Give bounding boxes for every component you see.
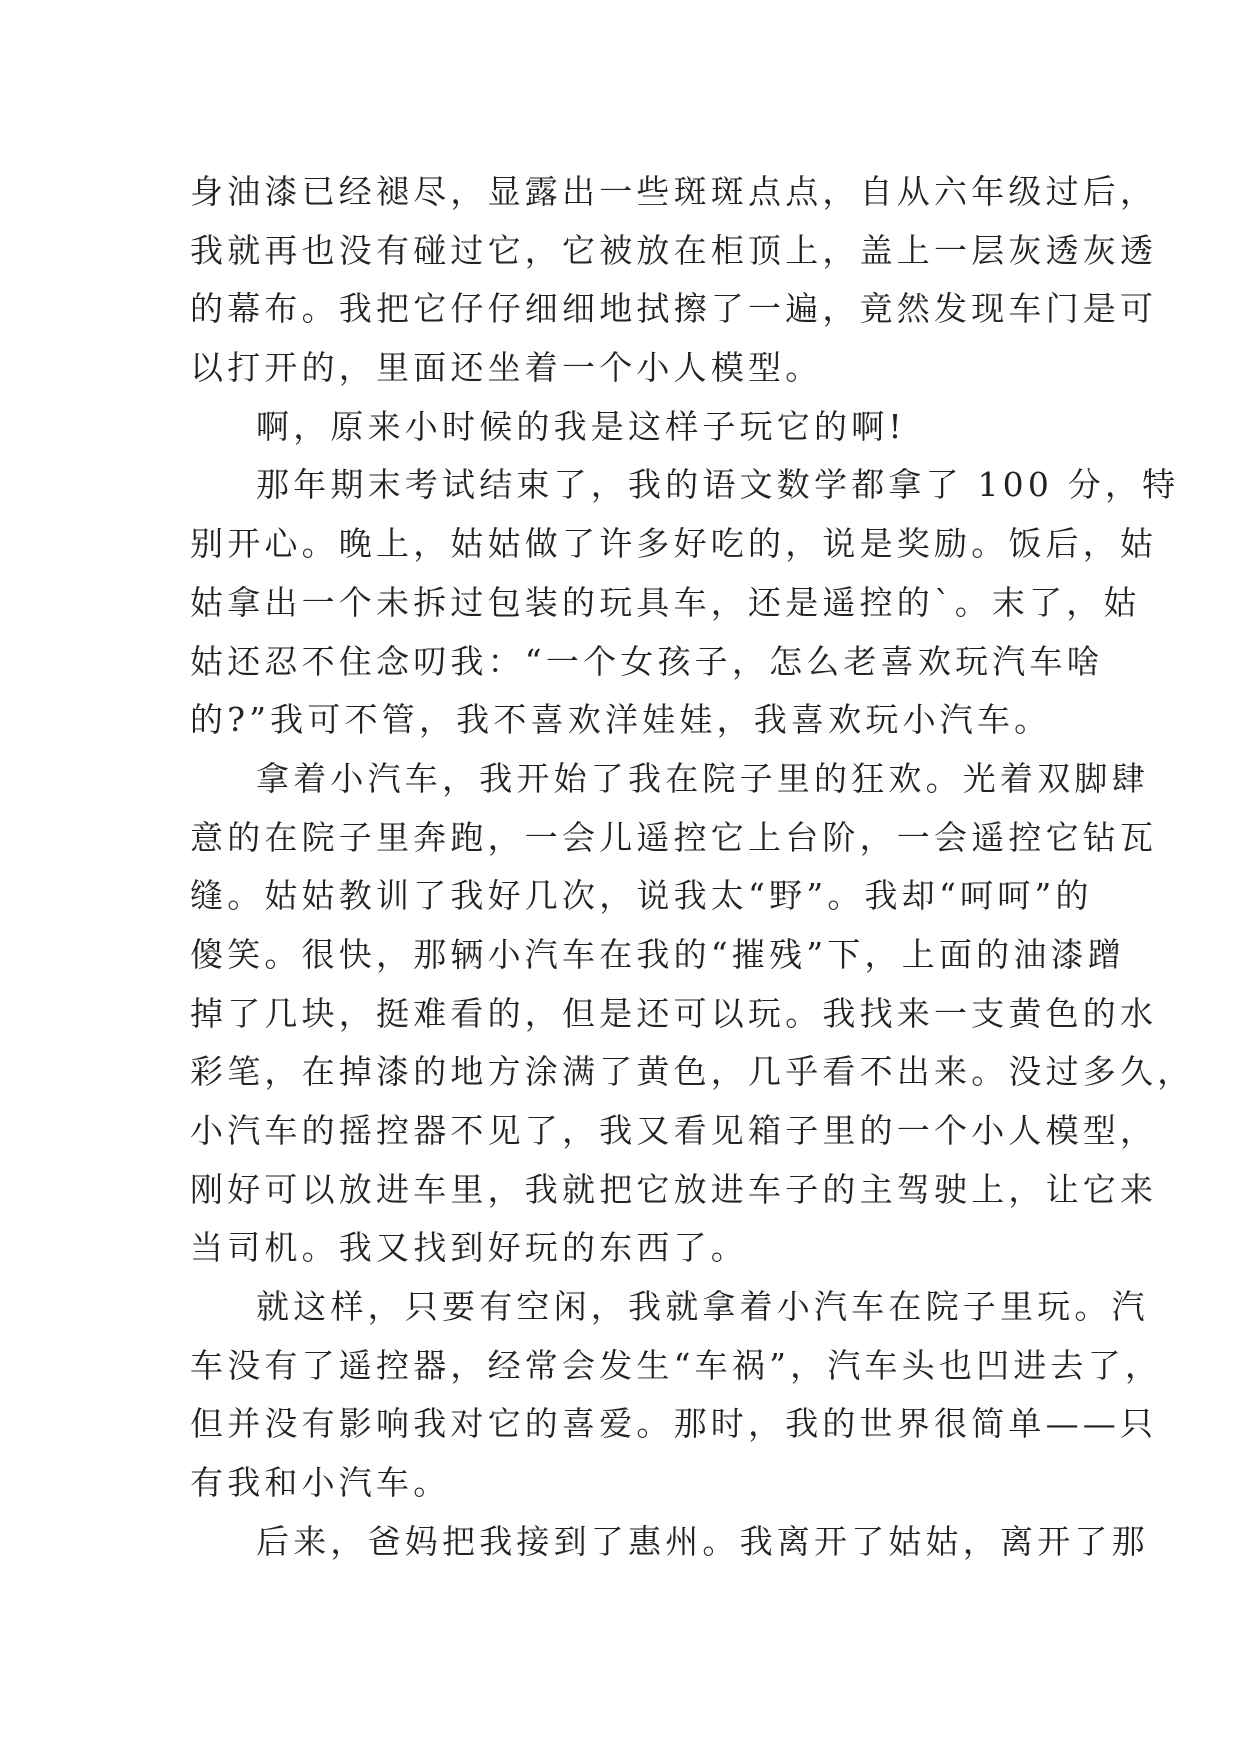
text-line: 姑拿出一个未拆过包装的玩具车，还是遥控的`。末了，姑	[190, 582, 1141, 622]
text-line: 姑还忍不住念叨我：“一个女孩子，怎么老喜欢玩汽车啥	[190, 641, 1104, 681]
text-line: 当司机。我又找到好玩的东西了。	[190, 1228, 748, 1268]
text-line: 掉了几块，挺难看的，但是还可以玩。我找来一支黄色的水	[190, 993, 1158, 1033]
text-line: 意的在院子里奔跑，一会儿遥控它上台阶，一会遥控它钻瓦	[190, 817, 1158, 857]
text-line: 以打开的，里面还坐着一个小人模型。	[190, 348, 823, 388]
text-line: 彩笔，在掉漆的地方涂满了黄色，几乎看不出来。没过多久，	[190, 1052, 1195, 1092]
text-line: 车没有了遥控器，经常会发生“车祸”，汽车头也凹进去了，	[190, 1345, 1163, 1385]
text-line: 啊，原来小时候的我是这样子玩它的啊!	[256, 406, 906, 446]
text-line: 别开心。晚上，姑姑做了许多好吃的，说是奖励。饭后，姑	[190, 524, 1158, 564]
text-line: 的幕布。我把它仔仔细细地拭擦了一遍，竟然发现车门是可	[190, 289, 1158, 329]
text-line: 小汽车的摇控器不见了，我又看见箱子里的一个小人模型，	[190, 1111, 1158, 1150]
text-line: 傻笑。很快，那辆小汽车在我的“摧残”下，上面的油漆蹭	[190, 934, 1125, 974]
text-line: 身油漆已经褪尽，显露出一些斑斑点点，自从六年级过后，	[190, 172, 1158, 211]
text-line: 刚好可以放进车里，我就把它放进车子的主驾驶上，让它来	[190, 1169, 1158, 1209]
text-line: 缝。姑姑教训了我好几次，说我太“野”。我却“呵呵”的	[190, 876, 1093, 916]
article-body	[190, 163, 1195, 1572]
text-line: 拿着小汽车，我开始了我在院子里的狂欢。光着双脚肆	[256, 758, 1149, 798]
text-line: 的?”我可不管，我不喜欢洋娃娃，我喜欢玩小汽车。	[190, 700, 1052, 740]
text-line: 就这样，只要有空闲，我就拿着小汽车在院子里玩。汽	[256, 1287, 1149, 1327]
text-line: 但并没有影响我对它的喜爱。那时，我的世界很简单——只	[190, 1404, 1158, 1444]
text-line: 我就再也没有碰过它，它被放在柜顶上，盖上一层灰透灰透	[190, 230, 1158, 270]
text-line: 那年期末考试结束了，我的语文数学都拿了 100 分，特	[256, 465, 1180, 505]
text-line: 有我和小汽车。	[190, 1463, 451, 1503]
text-line: 后来，爸妈把我接到了惠州。我离开了姑姑，离开了那	[256, 1521, 1149, 1561]
